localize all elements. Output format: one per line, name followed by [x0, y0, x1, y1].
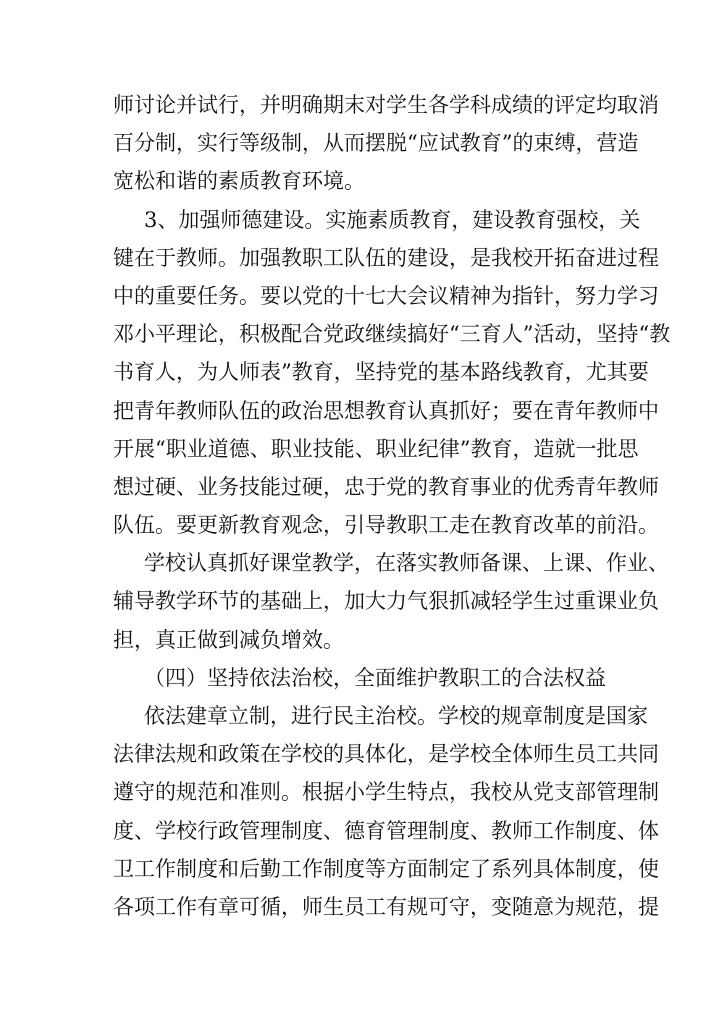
text-line: 想过硬、业务技能过硬，忠于党的教育事业的优秀青年教师 [113, 474, 659, 499]
text-line: 辅导教学环节的基础上，加大力气狠抓减轻学生过重课业负 [113, 589, 659, 614]
text-line: 邓小平理论，积极配合党政继续搞好“三育人”活动，坚持“教 [113, 322, 671, 347]
text-line: 百分制，实行等级制，从而摆脱“应试教育”的束缚，营造 [113, 131, 639, 156]
text-line: 键在于教师。加强教职工队伍的建设，是我校开拓奋进过程 [113, 245, 659, 270]
text-line: 宽松和谐的素质教育环境。 [113, 169, 365, 194]
text-line: 卫工作制度和后勤工作制度等方面制定了系列具体制度，使 [113, 856, 659, 881]
text-line: 遵守的规范和准则。根据小学生特点，我校从党支部管理制 [113, 780, 659, 805]
text-line: 法律法规和政策在学校的具体化，是学校全体师生员工共同 [113, 742, 659, 767]
text-line: 担，真正做到减负增效。 [113, 627, 344, 652]
text-line: 3、加强师德建设。实施素质教育，建设教育强校，关 [144, 207, 641, 232]
text-line: 度、学校行政管理制度、德育管理制度、教师工作制度、体 [113, 818, 659, 843]
section-heading: （四）坚持依法治校，全面维护教职工的合法权益 [144, 665, 606, 690]
body-text [113, 86, 671, 926]
text-line: 书育人，为人师表”教育，坚持党的基本路线教育，尤其要 [113, 360, 649, 385]
text-line: 中的重要任务。要以党的十七大会议精神为指针，努力学习 [113, 283, 659, 308]
text-line: 把青年教师队伍的政治思想教育认真抓好；要在青年教师中 [113, 398, 659, 423]
text-line: 开展“职业道德、职业技能、职业纪律”教育，造就一批思 [113, 436, 639, 461]
text-line: 师讨论并试行，并明确期末对学生各学科成绩的评定均取消 [113, 93, 659, 117]
text-line: 各项工作有章可循，师生员工有规可守，变随意为规范，提 [113, 894, 659, 919]
text-line: 队伍。要更新教育观念，引导教职工走在教育改革的前沿。 [113, 513, 659, 538]
text-line: 依法建章立制，进行民主治校。学校的规章制度是国家 [144, 704, 648, 728]
text-line: 学校认真抓好课堂教学，在落实教师备课、上课、作业、 [144, 551, 669, 576]
